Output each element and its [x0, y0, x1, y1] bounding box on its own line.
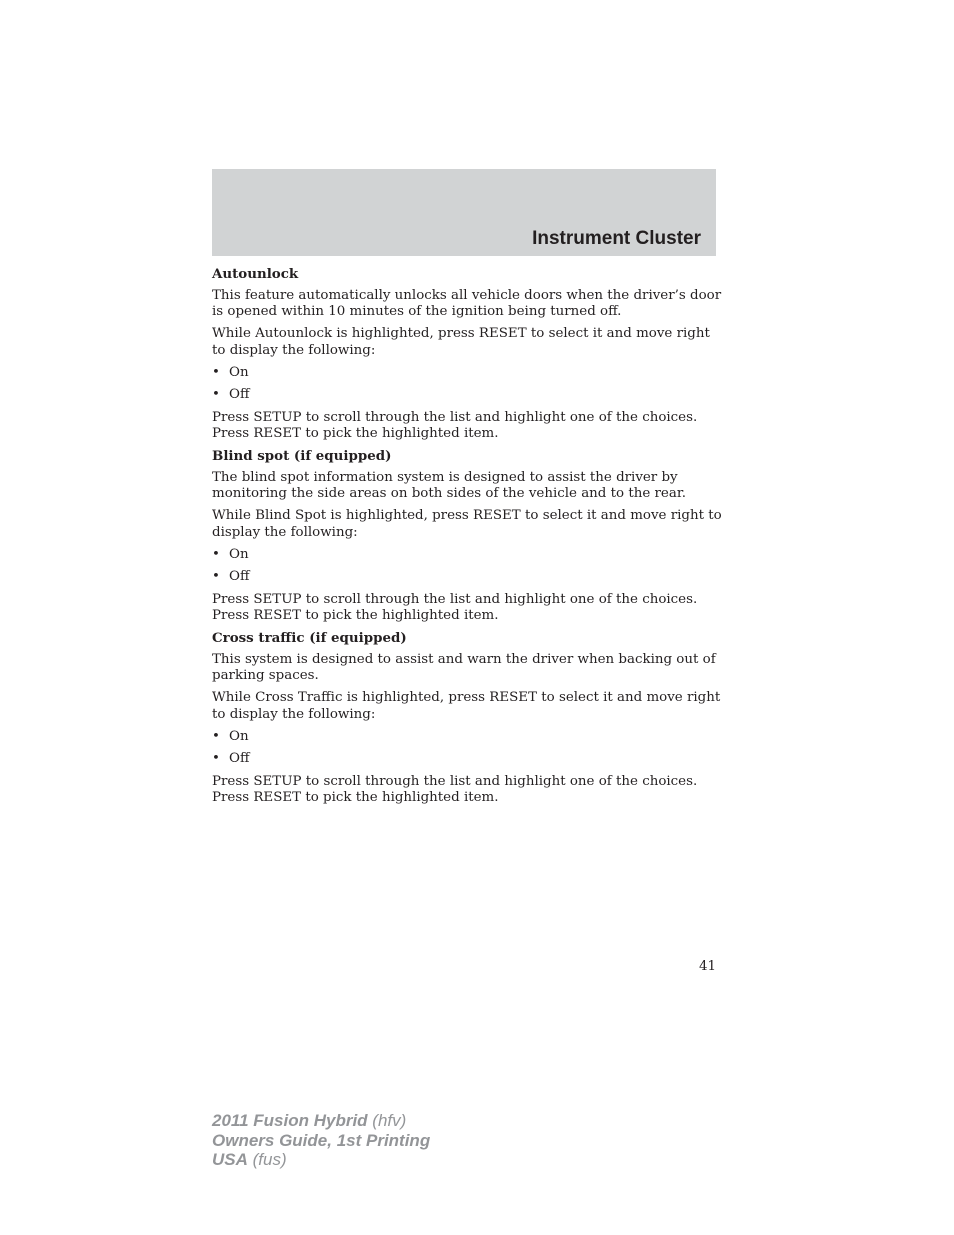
- paragraph: Press SETUP to scroll through the list and highlight one of the choices. Press RESET to pick the highlighted item.: [212, 409, 698, 441]
- list-item: [212, 365, 722, 382]
- bullet-icon: •: [212, 751, 220, 766]
- footer-market: USA: [212, 1150, 248, 1169]
- footer-model-name: 2011 Fusion Hybrid: [212, 1111, 368, 1130]
- bullet-icon: •: [212, 364, 220, 380]
- footer-edition: Owners Guide, 1st Printing: [212, 1130, 431, 1150]
- list-item: [212, 569, 722, 586]
- section-autounlock: [212, 266, 722, 443]
- section-heading: Blind spot (if equipped): [212, 448, 392, 464]
- bullet-icon: •: [212, 728, 220, 744]
- bullet-icon: •: [212, 546, 220, 562]
- page-number: 41: [698, 959, 716, 974]
- page-content: [212, 266, 722, 812]
- footer-line-model: [212, 1111, 430, 1131]
- list-item: [212, 547, 722, 564]
- option-list: [212, 365, 722, 404]
- option-list: [212, 729, 722, 768]
- option-label: Off: [229, 751, 250, 766]
- option-label: On: [229, 546, 249, 562]
- paragraph: The blind spot information system is designed to assist the driver by monitoring the side areas on both sides of the vehicle and to the rear.: [212, 469, 687, 501]
- list-item: [212, 387, 722, 404]
- document-footer: [212, 1111, 430, 1170]
- footer-line-edition: [212, 1131, 430, 1151]
- chapter-title: Instrument Cluster: [532, 228, 701, 249]
- section-header-band: [212, 169, 716, 256]
- bullet-icon: •: [212, 569, 220, 584]
- option-label: Off: [229, 569, 250, 584]
- option-label: On: [229, 728, 249, 744]
- section-cross-traffic: [212, 630, 722, 807]
- list-item: [212, 751, 722, 768]
- paragraph: This feature automatically unlocks all vehicle doors when the driver’s door is opened within 10 minutes of the ignition being turned off.: [212, 287, 722, 319]
- paragraph: While Autounlock is highlighted, press RESET to select it and move right to display the following:: [212, 326, 710, 358]
- paragraph: This system is designed to assist and warn the driver when backing out of parking spaces.: [212, 651, 716, 683]
- section-heading: Cross traffic (if equipped): [212, 630, 407, 646]
- paragraph: Press SETUP to scroll through the list and highlight one of the choices. Press RESET to pick the highlighted item.: [212, 591, 698, 623]
- option-list: [212, 547, 722, 586]
- section-heading: Autounlock: [212, 266, 299, 282]
- bullet-icon: •: [212, 387, 220, 402]
- option-label: Off: [229, 387, 250, 402]
- footer-line-market: [212, 1150, 430, 1170]
- paragraph: While Cross Traffic is highlighted, press RESET to select it and move right to display the following:: [212, 690, 721, 722]
- paragraph: Press SETUP to scroll through the list and highlight one of the choices. Press RESET to pick the highlighted item.: [212, 773, 698, 805]
- paragraph: While Blind Spot is highlighted, press RESET to select it and move right to display the following:: [212, 508, 722, 540]
- list-item: [212, 729, 722, 746]
- section-blind-spot: [212, 448, 722, 625]
- footer-model-code: (hfv): [367, 1111, 407, 1130]
- footer-market-code: (fus): [247, 1150, 287, 1169]
- option-label: On: [229, 364, 249, 380]
